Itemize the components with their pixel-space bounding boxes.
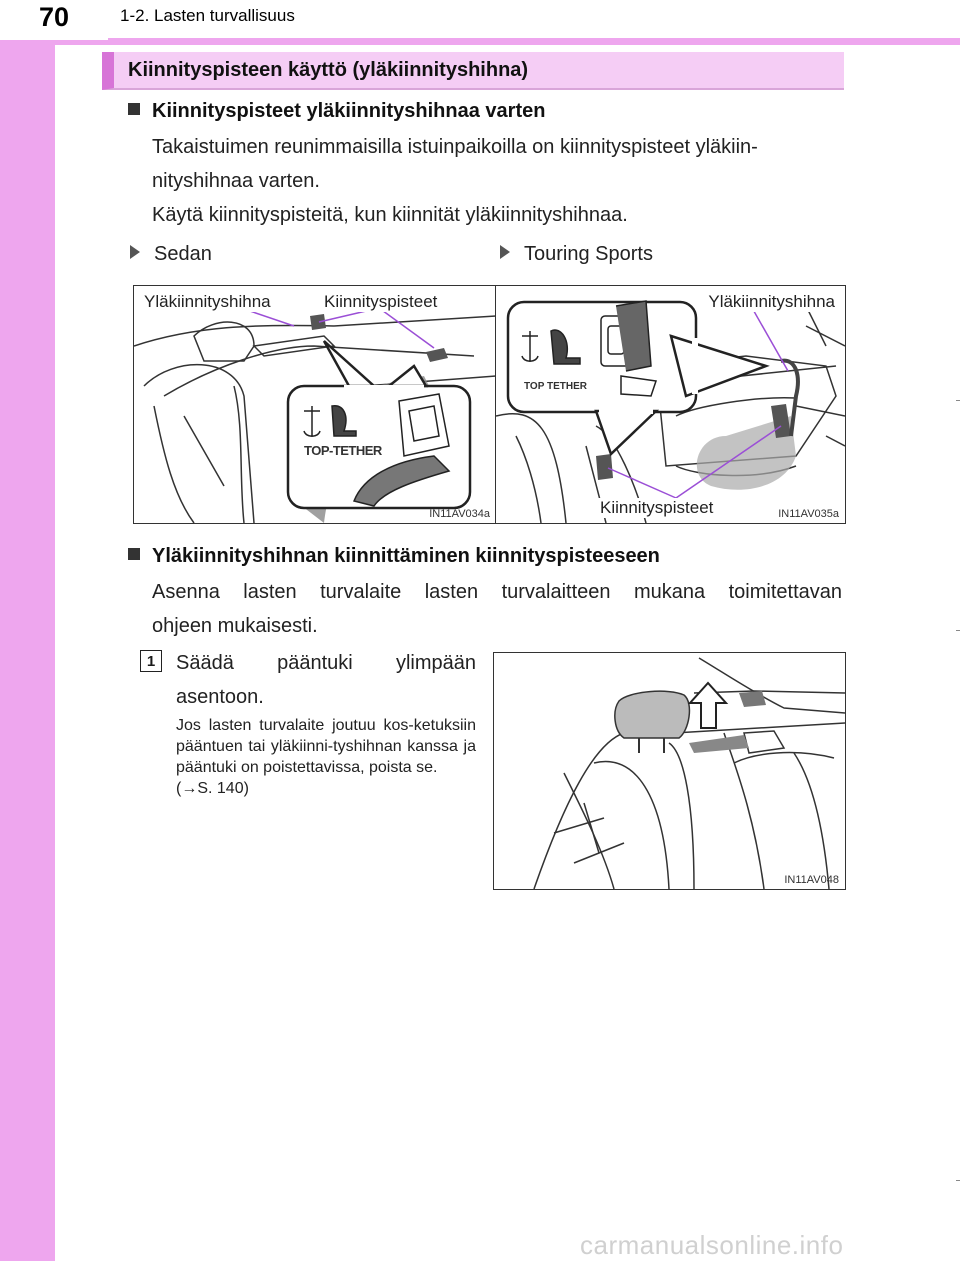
paragraph-line: nityshihnaa varten.: [152, 170, 320, 192]
headrest-illustration: [494, 653, 845, 889]
inset-text-sedan: TOP-TETHER: [304, 443, 382, 458]
page-number: 70: [0, 0, 108, 40]
variant-touring: [500, 243, 653, 266]
heading-anchor-points: [128, 100, 545, 123]
inset-text-touring: TOP TETHER: [524, 381, 587, 392]
figure-code-touring: IN11AV035a: [778, 508, 839, 520]
side-color-band: [0, 0, 55, 1261]
section-title-bar: [102, 52, 844, 90]
label-tether-touring: Yläkiinnityshihna: [708, 292, 835, 311]
edge-tick: [956, 630, 960, 631]
paragraph-line: ohjeen mukaisesti.: [152, 615, 318, 637]
figure-code-sedan: IN11AV034a: [429, 508, 490, 520]
figure-headrest: [493, 652, 846, 890]
edge-tick: [956, 1180, 960, 1181]
variant-touring-label: Touring Sports: [524, 243, 653, 265]
step-number: 1: [140, 650, 162, 672]
step-note: [176, 715, 476, 799]
paragraph-line: Takaistuimen reunimmaisilla istuinpaikoilla on kiinnityspisteet yläkiin-: [152, 136, 758, 158]
figure-code-headrest: IN11AV048: [784, 874, 839, 886]
section-title: Kiinnityspisteen käyttö (yläkiinnityshihna): [128, 59, 529, 81]
header-rule: [55, 38, 960, 45]
triangle-bullet-icon: [130, 245, 140, 259]
paragraph-attach-tether: [152, 575, 842, 643]
figure-touring: [495, 285, 846, 524]
heading-anchor-points-text: Kiinnityspisteet yläkiinnityshihnaa varten: [152, 100, 546, 122]
paragraph-anchor-intro: [152, 130, 842, 198]
label-anchor-touring: Kiinnityspisteet: [600, 498, 714, 517]
figure-sedan: [133, 285, 497, 524]
paragraph-line: Asenna lasten turvalaite lasten turvalaitteen mukana toimitettavan: [152, 581, 842, 603]
edge-tick: [956, 400, 960, 401]
bullet-square-icon: [128, 103, 140, 115]
bullet-square-icon: [128, 548, 140, 560]
touring-illustration: [496, 286, 845, 523]
step-note-text: Jos lasten turvalaite joutuu kos-ketuksiin pääntuen tai yläkiinni-tyshihnan kanssa ja pääntuki on poistettavissa, poista se.: [176, 717, 476, 776]
chapter-title: 1-2. Lasten turvallisuus: [120, 6, 295, 25]
step-text: Säädä pääntuki ylimpään asentoon.: [176, 652, 476, 708]
heading-attach-tether: [128, 545, 660, 568]
variant-sedan-label: Sedan: [154, 243, 212, 265]
heading-attach-tether-text: Yläkiinnityshihnan kiinnittäminen kiinnityspisteeseen: [152, 545, 660, 567]
paragraph-anchor-usage: Käytä kiinnityspisteitä, kun kiinnität yläkiinnityshihnaa.: [152, 204, 628, 226]
page-reference-link[interactable]: (→S. 140): [176, 780, 249, 797]
variant-sedan: [130, 243, 212, 266]
triangle-bullet-icon: [500, 245, 510, 259]
watermark: carmanualsonline.info: [580, 1230, 844, 1260]
label-anchor-sedan: Kiinnityspisteet: [324, 292, 438, 311]
sedan-illustration: [134, 286, 496, 523]
label-tether-sedan: Yläkiinnityshihna: [144, 292, 271, 311]
